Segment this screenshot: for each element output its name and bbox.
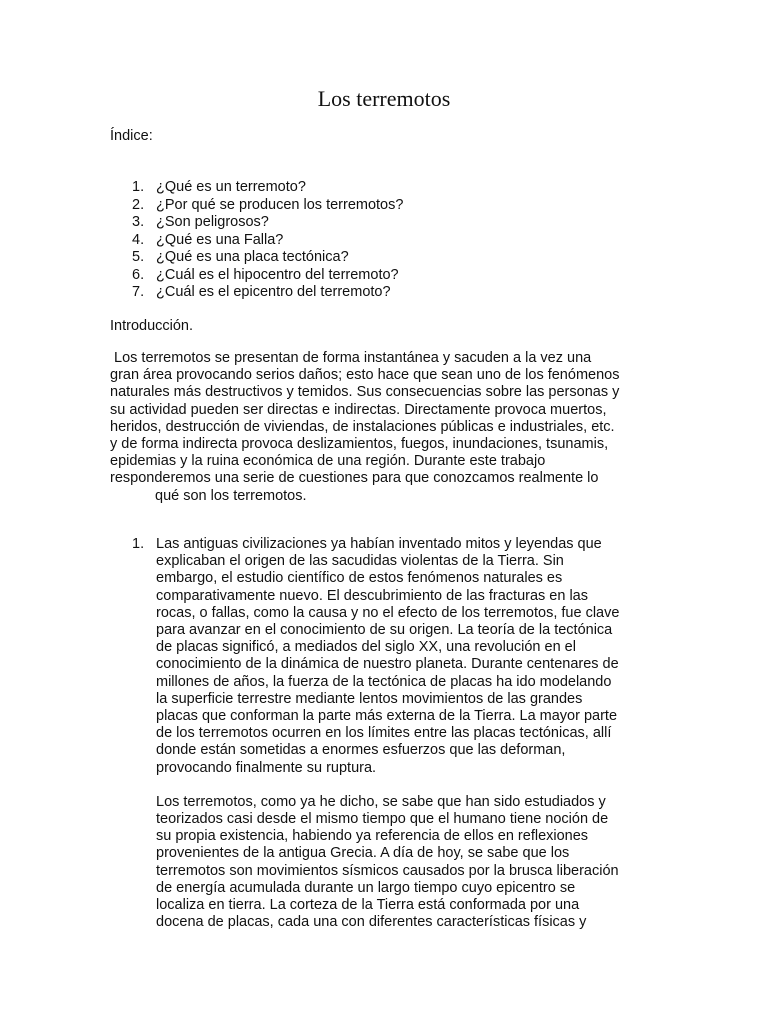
section-paragraph	[110, 536, 658, 777]
paragraph-line: conocimiento de la dinámica de nuestro planeta. Durante centenares de	[156, 656, 619, 673]
paragraph-line: comparativamente nuevo. El descubrimiento de las fracturas en las	[156, 587, 588, 604]
toc-number: 3.	[132, 214, 145, 230]
toc-item	[110, 249, 403, 267]
paragraph-line: placas que conforman la parte más externa de la Tierra. La mayor parte	[156, 708, 618, 725]
toc-number: 4.	[132, 231, 145, 248]
paragraph-line: embargo, el estudio científico de estos fenómenos naturales es	[156, 570, 563, 587]
intro-line: Los terremotos se presentan de forma instantánea y sacuden a la vez una	[110, 350, 592, 366]
introduction-paragraph	[110, 350, 658, 505]
paragraph-line: provenientes de la antigua Grecia. A día de hoy, se sabe que los	[156, 845, 570, 862]
toc-item	[110, 179, 403, 197]
toc-number: 2.	[132, 196, 145, 213]
toc-number: 7.	[132, 284, 145, 300]
intro-line: y de forma indirecta provoca deslizamientos, fuegos, inundaciones, tsunamis,	[110, 436, 609, 453]
toc-number: 1.	[132, 179, 145, 195]
toc-item	[110, 214, 403, 232]
toc-text: ¿Qué es un terremoto?	[156, 179, 306, 195]
introduction-label: Introducción.	[110, 318, 194, 334]
toc-text: ¿Qué es una placa tectónica?	[156, 249, 349, 265]
paragraph-line: docena de placas, cada una con diferentes características físicas y	[156, 914, 587, 931]
section-number: 1.	[132, 536, 145, 552]
toc-item	[110, 232, 403, 250]
paragraph-line: de energía acumulada durante un largo tiempo cuyo epicentro se	[156, 879, 576, 896]
paragraph-line: rocas, o fallas, como la causa y no el efecto de los terremotos, fue clave	[156, 604, 620, 621]
table-of-contents	[110, 179, 403, 302]
paragraph-line: de placas significó, a mediados del siglo XX, una revolución en el	[156, 639, 576, 656]
paragraph-line: de los terremotos ocurren en los límites entre las placas tectónicas, allí	[156, 725, 612, 742]
toc-text: ¿Cuál es el epicentro del terremoto?	[156, 284, 391, 300]
intro-line: responderemos una serie de cuestiones para que conozcamos realmente lo	[110, 470, 599, 487]
intro-line: gran área provocando serios daños; esto hace que sean uno de los fenómenos	[110, 367, 620, 384]
paragraph-line: para avanzar en el conocimiento de su origen. La teoría de la tectónica	[156, 622, 613, 639]
intro-line: heridos, destrucción de viviendas, de instalaciones públicas e industriales, etc.	[110, 418, 615, 435]
intro-line: epidemias y la ruina económica de una región. Durante este trabajo	[110, 453, 546, 470]
section-paragraph	[110, 794, 658, 932]
paragraph-line: explicaban el origen de las sacudidas violentas de la Tierra. Sin	[156, 553, 564, 570]
paragraph-line: millones de años, la fuerza de la tectónica de placas ha ido modelando	[156, 673, 612, 690]
toc-item	[110, 197, 403, 215]
toc-number: 6.	[132, 266, 145, 283]
paragraph-line: donde están sometidas a enormes esfuerzos que las deforman,	[156, 742, 566, 759]
paragraph-line: localiza en tierra. La corteza de la Tierra está conformada por una	[156, 897, 580, 914]
toc-text: ¿Cuál es el hipocentro del terremoto?	[156, 266, 399, 283]
paragraph-line: terremotos son movimientos sísmicos causados por la brusca liberación	[156, 862, 619, 879]
paragraph-line: su propia existencia, habiendo ya referencia de ellos en reflexiones	[156, 828, 589, 845]
toc-number: 5.	[132, 249, 145, 265]
paragraph-line: teorizados casi desde el mismo tiempo que el humano tiene noción de	[156, 811, 609, 828]
intro-line: naturales más destructivos y temidos. Sus consecuencias sobre las personas y	[110, 384, 620, 401]
paragraph-line: Los terremotos, como ya he dicho, se sabe que han sido estudiados y	[156, 793, 606, 810]
paragraph-line: la superficie terrestre mediante lentos movimientos de las grandes	[156, 690, 583, 707]
intro-line: su actividad pueden ser directas e indirectas. Directamente provoca muertos,	[110, 401, 607, 418]
paragraph-line: provocando finalmente su ruptura.	[156, 759, 377, 776]
toc-item	[110, 267, 403, 285]
toc-text: ¿Son peligrosos?	[156, 214, 269, 230]
toc-text: ¿Qué es una Falla?	[156, 231, 284, 248]
toc-item	[110, 284, 403, 302]
toc-text: ¿Por qué se producen los terremotos?	[156, 196, 404, 213]
paragraph-line: Las antiguas civilizaciones ya habían inventado mitos y leyendas que	[156, 536, 602, 552]
index-label: Índice:	[110, 128, 153, 144]
document-title: Los terremotos	[317, 86, 451, 111]
intro-line: qué son los terremotos.	[155, 487, 307, 504]
section-1	[110, 536, 658, 931]
